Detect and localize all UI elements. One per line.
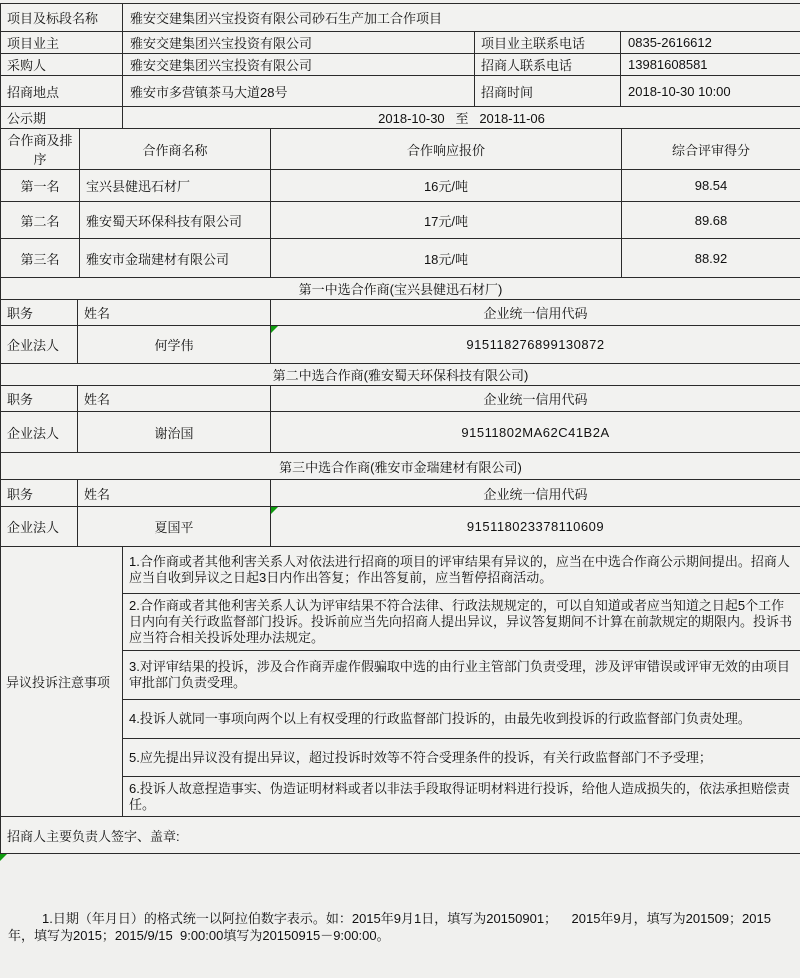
signature-table bbox=[0, 816, 800, 854]
project-info-table bbox=[0, 3, 800, 129]
recruiter-phone-label: 招商人联系电话 bbox=[475, 54, 621, 76]
score-cell: 89.68 bbox=[622, 202, 800, 239]
table-row bbox=[1, 76, 800, 107]
credit-code-column-header: 企业统一信用代码 bbox=[271, 480, 800, 507]
table-row bbox=[1, 202, 800, 239]
signature-seal-label: 招商人主要负责人签字、盖章: bbox=[1, 817, 800, 854]
credit-code-value: 915118023378110609 bbox=[467, 519, 604, 534]
table-row bbox=[1, 326, 800, 364]
objection-item-1: 1.合作商或者其他利害关系人对依法进行招商的项目的评审结果有异议的，应当在中选合作商公示期间提出。招商人应当自收到异议之日起3日内作出答复；作出答复前，应当暂停招商活动。 bbox=[123, 547, 800, 594]
owner-phone-label: 项目业主联系电话 bbox=[475, 32, 621, 54]
score-cell: 98.54 bbox=[622, 170, 800, 202]
name-column-header: 姓名 bbox=[78, 386, 271, 412]
location-value: 雅安市多营镇茶马大道28号 bbox=[123, 76, 475, 107]
table-row bbox=[1, 507, 800, 547]
rank-cell: 第一名 bbox=[1, 170, 80, 202]
price-column-header: 合作响应报价 bbox=[271, 129, 622, 170]
table-row bbox=[1, 547, 800, 594]
winner-1-banner: 第一中选合作商(宝兴县健迅石材厂) bbox=[1, 278, 800, 300]
table-row bbox=[1, 300, 800, 326]
credit-code-value: 91511802MA62C41B2A bbox=[461, 425, 609, 440]
credit-code-value: 915118276899130872 bbox=[466, 337, 604, 352]
ranking-table bbox=[0, 128, 800, 278]
excel-corner-marker-icon bbox=[271, 507, 278, 514]
table-row bbox=[1, 386, 800, 412]
winner-3-banner: 第三中选合作商(雅安市金瑞建材有限公司) bbox=[1, 453, 800, 480]
table-row bbox=[1, 239, 800, 278]
recruiter-phone-value: 13981608581 bbox=[621, 54, 800, 76]
price-cell: 17元/吨 bbox=[271, 202, 622, 239]
role-cell: 企业法人 bbox=[1, 412, 78, 453]
partner-name-column-header: 合作商名称 bbox=[80, 129, 271, 170]
owner-value: 雅安交建集团兴宝投资有限公司 bbox=[123, 32, 475, 54]
time-value: 2018-10-30 10:00 bbox=[621, 76, 800, 107]
objection-item-2: 2.合作商或者其他利害关系人认为评审结果不符合法律、行政法规规定的，可以自知道或者应当知道之日起5个工作日内向有关行政监督部门投诉。投诉前应当先向招商人提出异议，异议答复期间不计算在前款规定的期限内。投诉书应当符合相关投诉处理办法规定。 bbox=[123, 594, 800, 651]
price-cell: 18元/吨 bbox=[271, 239, 622, 278]
excel-corner-marker-icon bbox=[0, 854, 7, 861]
table-row bbox=[1, 4, 800, 32]
table-row bbox=[1, 54, 800, 76]
location-label: 招商地点 bbox=[1, 76, 123, 107]
role-cell: 企业法人 bbox=[1, 507, 78, 547]
partner-name-cell: 宝兴县健迅石材厂 bbox=[80, 170, 271, 202]
credit-code-column-header: 企业统一信用代码 bbox=[271, 386, 800, 412]
table-row bbox=[1, 817, 800, 854]
objection-item-6: 6.投诉人故意捏造事实、伪造证明材料或者以非法手段取得证明材料进行投诉，给他人造成损失的，依法承担赔偿责任。 bbox=[123, 777, 800, 817]
credit-code-column-header: 企业统一信用代码 bbox=[271, 300, 800, 326]
table-row bbox=[1, 364, 800, 386]
role-column-header: 职务 bbox=[1, 300, 78, 326]
price-cell: 16元/吨 bbox=[271, 170, 622, 202]
table-row bbox=[1, 129, 800, 170]
rank-cell: 第二名 bbox=[1, 202, 80, 239]
objection-item-3: 3.对评审结果的投诉，涉及合作商弄虚作假骗取中选的由行业主管部门负责受理，涉及评审错误或评审无效的由项目审批部门负责受理。 bbox=[123, 651, 800, 700]
table-row bbox=[1, 32, 800, 54]
objection-notes-table bbox=[0, 546, 800, 817]
credit-code-cell bbox=[271, 507, 800, 547]
publicity-period-label: 公示期 bbox=[1, 107, 123, 129]
table-row bbox=[1, 107, 800, 129]
publicity-period-value: 2018-10-30 至 2018-11-06 bbox=[123, 107, 800, 129]
role-column-header: 职务 bbox=[1, 480, 78, 507]
owner-phone-value: 0835-2616612 bbox=[621, 32, 800, 54]
rank-cell: 第三名 bbox=[1, 239, 80, 278]
date-format-note-text: 1.日期（年月日）的格式统一以阿拉伯数字表示。如：2015年9月1日，填写为20150901； 2015年9月，填写为201509；2015年，填写为2015；2015/9/15 9:00:00填写为20150915－9:00:00。 bbox=[8, 910, 790, 944]
winner-2-table bbox=[0, 363, 800, 453]
objection-section-label: 异议投诉注意事项 bbox=[1, 547, 123, 817]
partner-name-cell: 雅安蜀天环保科技有限公司 bbox=[80, 202, 271, 239]
partner-name-cell: 雅安市金瑞建材有限公司 bbox=[80, 239, 271, 278]
table-row bbox=[1, 170, 800, 202]
project-name-value: 雅安交建集团兴宝投资有限公司砂石生产加工合作项目 bbox=[123, 4, 800, 32]
person-name-cell: 夏国平 bbox=[78, 507, 271, 547]
purchaser-label: 采购人 bbox=[1, 54, 123, 76]
winner-2-banner: 第二中选合作商(雅安蜀天环保科技有限公司) bbox=[1, 364, 800, 386]
credit-code-cell bbox=[271, 326, 800, 364]
time-label: 招商时间 bbox=[475, 76, 621, 107]
winner-1-table bbox=[0, 277, 800, 364]
winner-3-table bbox=[0, 452, 800, 547]
date-format-note bbox=[0, 854, 800, 899]
rank-column-header: 合作商及排序 bbox=[1, 129, 80, 170]
credit-code-cell bbox=[271, 412, 800, 453]
owner-label: 项目业主 bbox=[1, 32, 123, 54]
score-column-header: 综合评审得分 bbox=[622, 129, 800, 170]
score-cell: 88.92 bbox=[622, 239, 800, 278]
table-row bbox=[1, 480, 800, 507]
purchaser-value: 雅安交建集团兴宝投资有限公司 bbox=[123, 54, 475, 76]
objection-item-4: 4.投诉人就同一事项向两个以上有权受理的行政监督部门投诉的，由最先收到投诉的行政监督部门负责处理。 bbox=[123, 700, 800, 739]
table-row bbox=[1, 412, 800, 453]
person-name-cell: 谢治国 bbox=[78, 412, 271, 453]
table-row bbox=[1, 453, 800, 480]
role-column-header: 职务 bbox=[1, 386, 78, 412]
table-row bbox=[1, 278, 800, 300]
role-cell: 企业法人 bbox=[1, 326, 78, 364]
name-column-header: 姓名 bbox=[78, 480, 271, 507]
person-name-cell: 何学伟 bbox=[78, 326, 271, 364]
objection-item-5: 5.应先提出异议没有提出异议，超过投诉时效等不符合受理条件的投诉，有关行政监督部门不予受理； bbox=[123, 739, 800, 777]
project-name-label: 项目及标段名称 bbox=[1, 4, 123, 32]
name-column-header: 姓名 bbox=[78, 300, 271, 326]
excel-corner-marker-icon bbox=[271, 326, 278, 333]
